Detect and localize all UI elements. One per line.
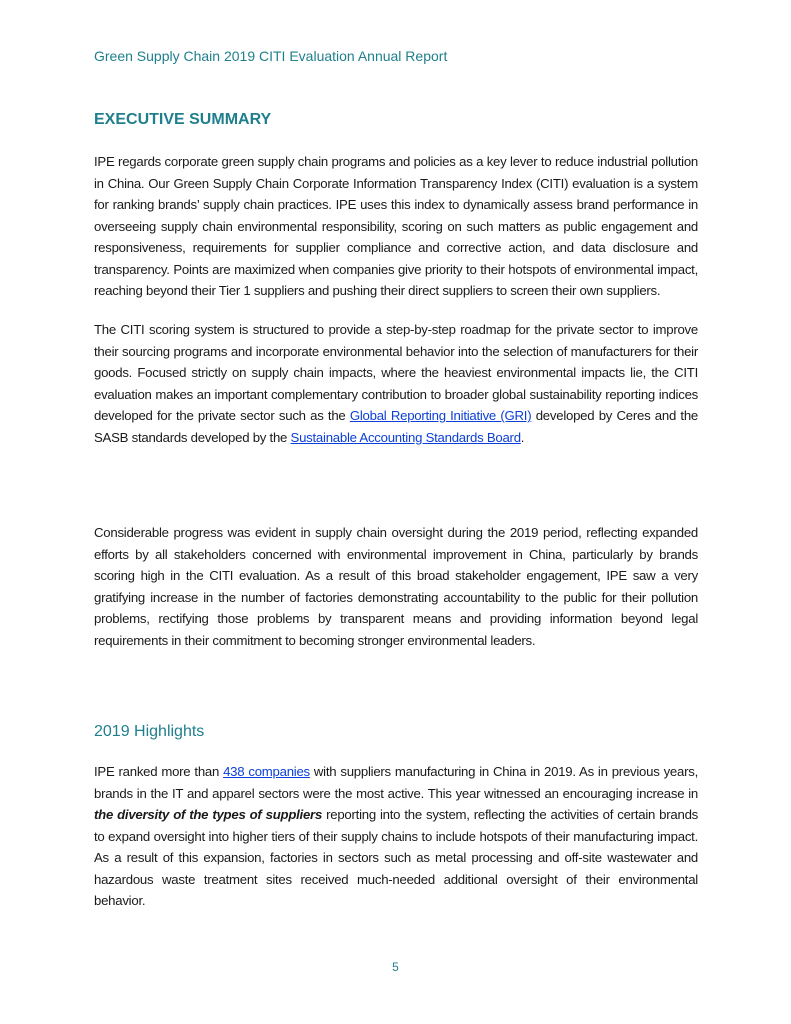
paragraph-highlights	[94, 761, 698, 912]
paragraph-progress: Considerable progress was evident in supply chain oversight during the 2019 period, reflecting expanded efforts by all stakeholders concerned with environmental improvement in China, particularly by brands scoring high in the CITI evaluation. As a result of this broad stakeholder engagement, IPE saw a very gratifying increase in the number of factories demonstrating accountability to the public for their pollution problems, rectifying those problems by transparent means and providing information beyond legal requirements in their commitment to becoming stronger environmental leaders.	[94, 525, 698, 648]
companies-link[interactable]: 438 companies	[223, 764, 310, 779]
text: with suppliers manufacturing in China in 2019. As in previous years, brands in the IT and apparel sectors were the most active. This year witnessed an encouraging increase in	[94, 764, 698, 801]
section-title-highlights: 2019 Highlights	[94, 723, 205, 740]
page-number: 5	[392, 960, 399, 974]
text: developed by Ceres and the SASB standards developed by the	[94, 408, 698, 445]
section-title-executive-summary: EXECUTIVE SUMMARY	[94, 111, 272, 128]
paragraph-citi-scoring	[94, 319, 698, 448]
sasb-link[interactable]: Sustainable Accounting Standards Board	[290, 429, 521, 445]
gri-link[interactable]: Global Reporting Initiative (GRI)	[349, 408, 532, 423]
paragraph-intro: IPE regards corporate green supply chain programs and policies as a key lever to reduce industrial pollution in China. Our Green Supply Chain Corporate Information Transparency Index (CITI) evaluation is a system for ranking brands’ supply chain practices. IPE uses this index to dynamically assess brand performance in overseeing supply chain environmental responsibility, scoring on such matters as public engagement and responsiveness, requirements for supplier compliance and corrective action, and data disclosure and transparency. Points are maximized when companies give priority to their hotspots of environmental impact, reaching beyond their Tier 1 suppliers and pushing their direct suppliers to screen their own suppliers.	[94, 154, 698, 298]
text: The CITI scoring system is structured to provide a step-by-step roadmap for the private sector to improve their sourcing programs and incorporate environmental behavior into the selection of manufacturers for their goods. Focused strictly on supply chain impacts, where the heaviest environmental impacts lie, the CITI evaluation makes an important complementary contribution to broader global sustainability reporting indices developed for the private sector such as the	[94, 322, 698, 423]
text: reporting into the system, reflecting the activities of certain brands to expand oversight into higher tiers of their supply chains to include hotspots of their manufacturing impact. As a result of this expansion, factories in sectors such as metal processing and off-site wastewater and hazardous waste treatment sites received much-needed additional oversight of their environmental behavior.	[94, 807, 698, 908]
emphasis-text: the diversity of the types of suppliers	[94, 807, 323, 822]
text: IPE ranked more than	[94, 764, 224, 779]
running-header: Green Supply Chain 2019 CITI Evaluation Annual Report	[94, 48, 448, 64]
text: .	[520, 429, 525, 445]
